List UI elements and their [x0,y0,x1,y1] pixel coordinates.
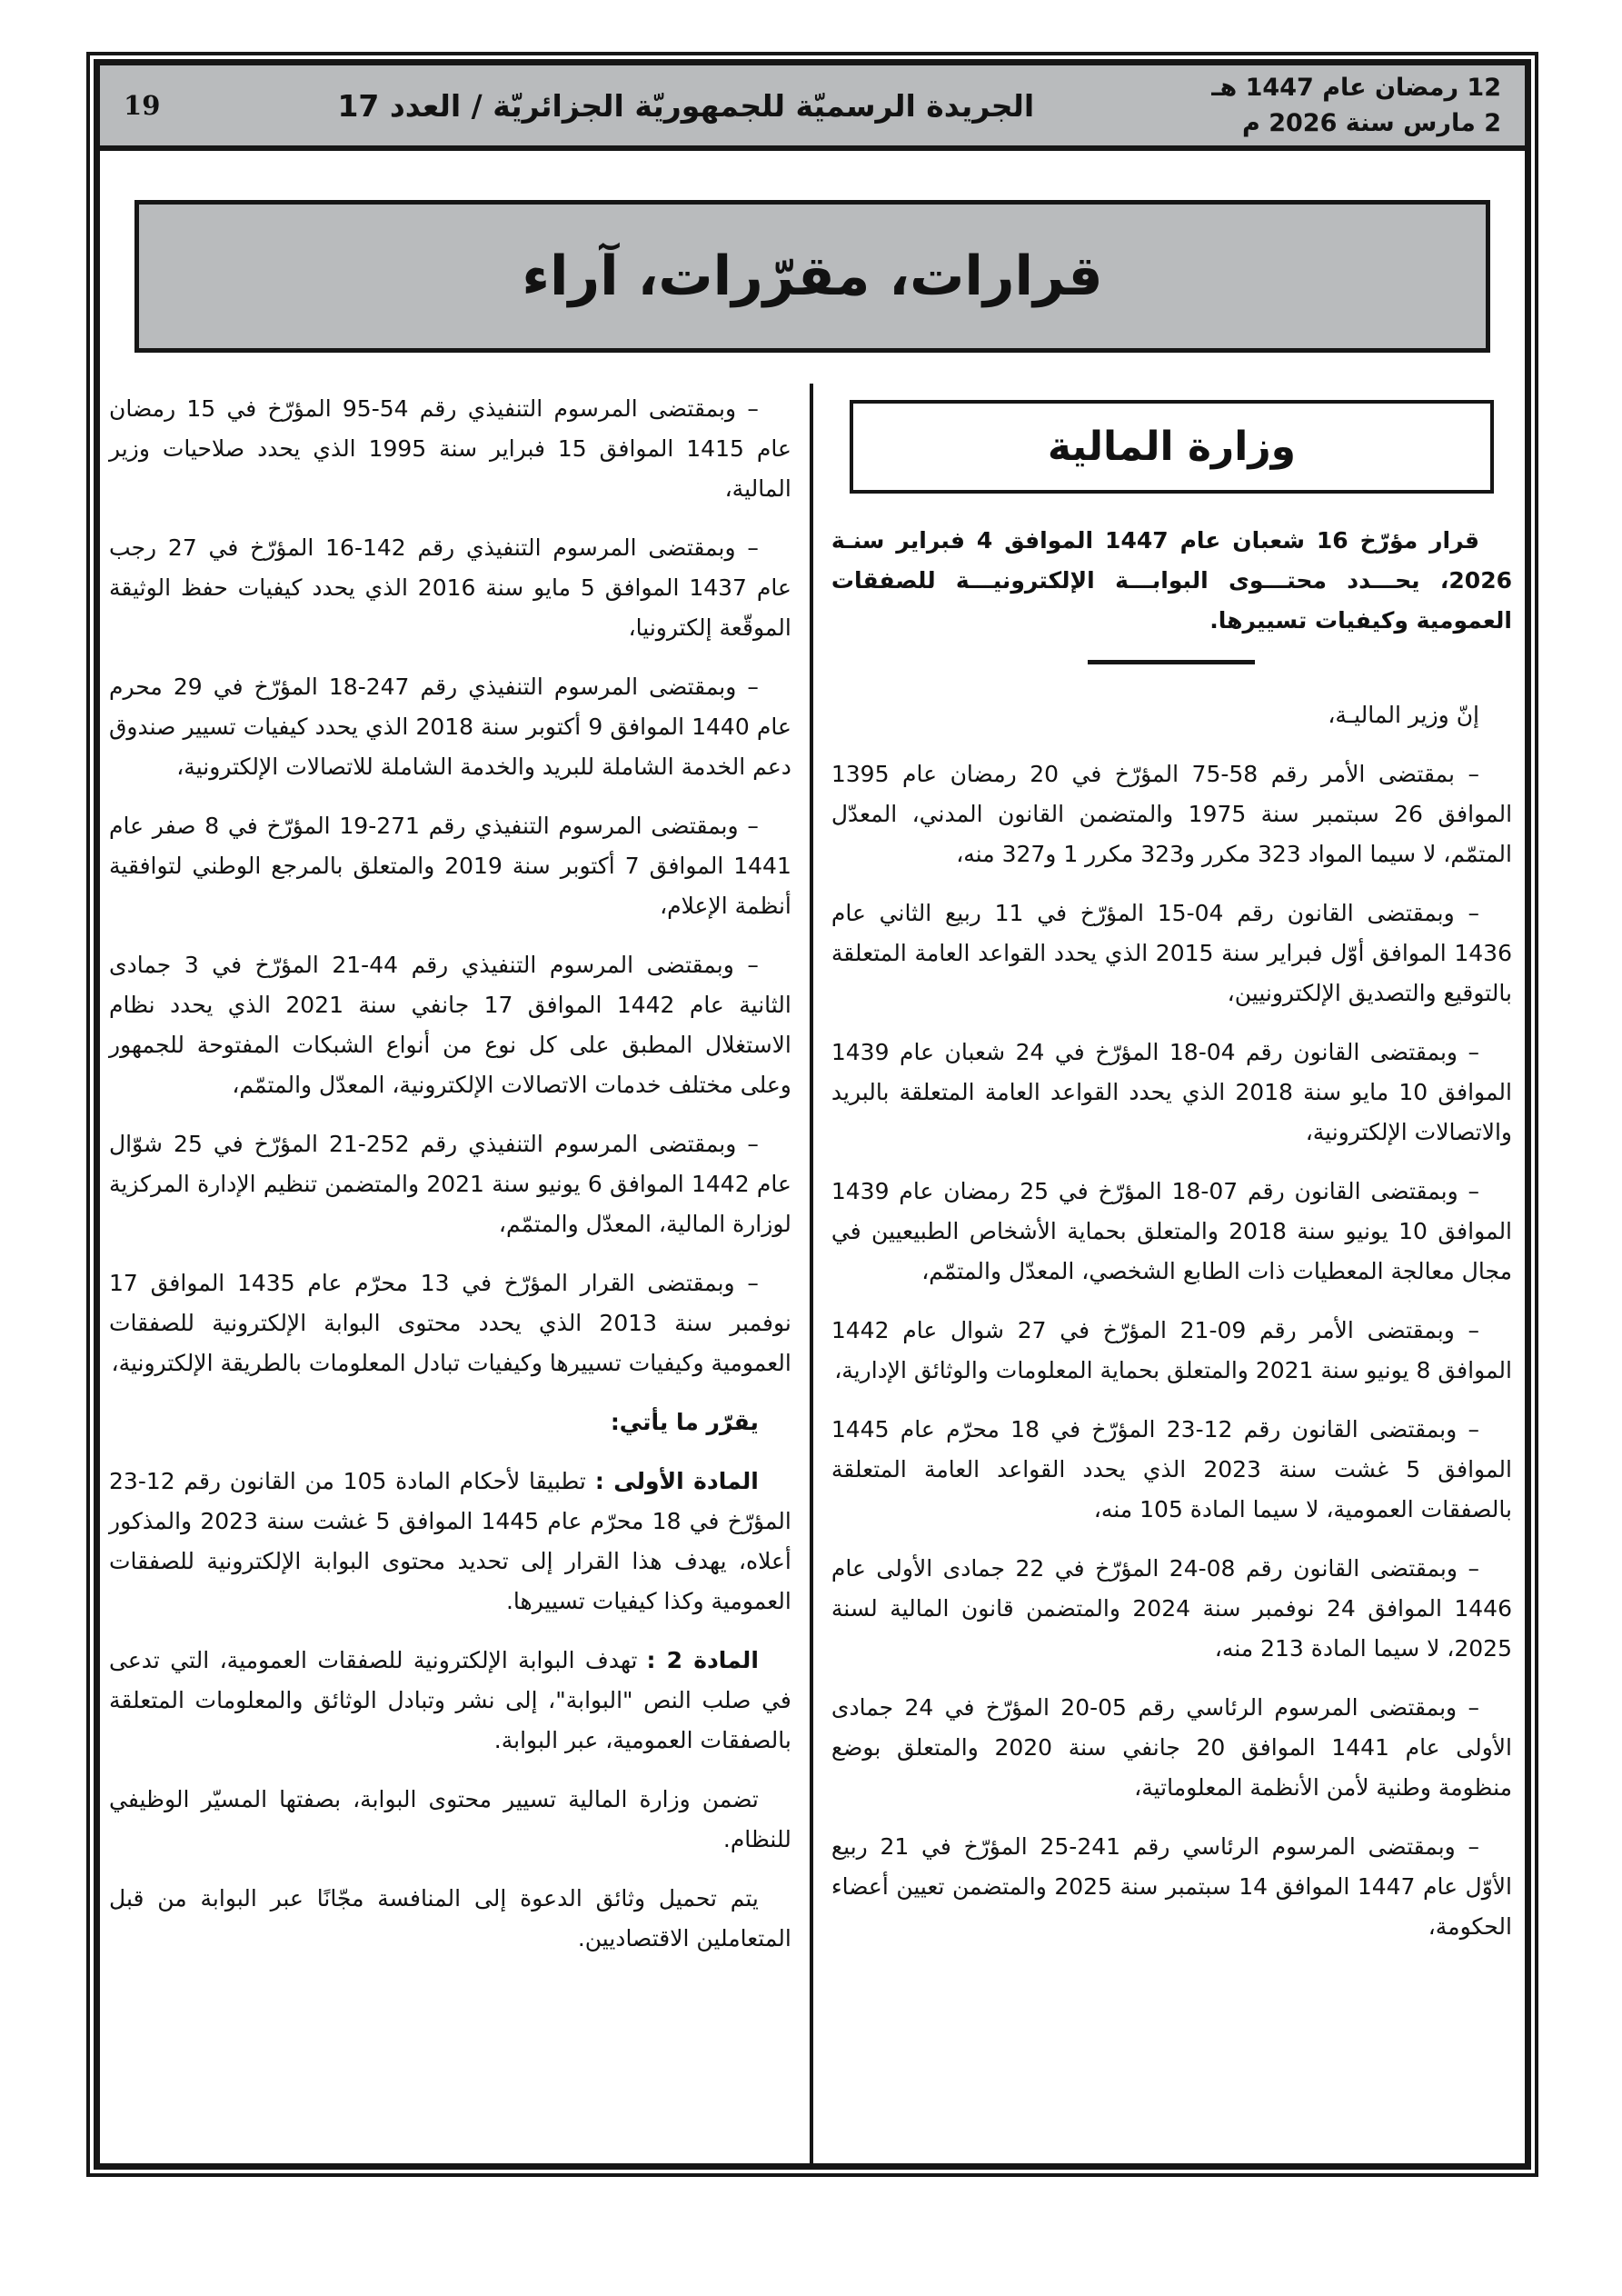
visa-paragraph: – وبمقتضى المرسوم التنفيذي رقم 252-21 المؤرّخ في 25 شوّال عام 1442 الموافق 6 يونيو سنة 2021 والمتضمن تنظيم الإدارة المركزية لوزارة المالية، المعدّل والمتمّم، [109,1131,791,1237]
visa-paragraph: – وبمقتضى القانون رقم 08-24 المؤرّخ في 22 جمادى الأولى عام 1446 الموافق 24 نوفمبر سنة 2024 والمتضمن قانون المالية لسنة 2025، لا سيما المادة 213 منه، [831,1555,1512,1662]
visa-paragraph: – وبمقتضى القانون رقم 07-18 المؤرّخ في 25 رمضان عام 1439 الموافق 10 يونيو سنة 2018 والمتعلق بحماية الأشخاص الطبيعيين في مجال معالجة المعطيات ذات الطابع الشخصي، المعدّل والمتمّم، [831,1178,1513,1284]
visa-paragraph: – وبمقتضى المرسوم الرئاسي رقم 241-25 المؤرّخ في 21 ربيع الأوّل عام 1447 الموافق 14 سبتمبر سنة 2025 والمتضمن تعيين أعضاء الحكومة، [831,1833,1512,1940]
page-header [100,65,1525,151]
section-banner [134,200,1490,353]
visa-paragraph: – وبمقتضى المرسوم التنفيذي رقم 54-95 المؤرّخ في 15 رمضان عام 1415 الموافق 15 فبراير سنة 1995 الذي يحدد صلاحيات وزير المالية، [109,395,791,502]
column-right [810,384,1525,2163]
decorative-rule [1088,660,1255,664]
visa-paragraph: – وبمقتضى المرسوم التنفيذي رقم 44-21 المؤرّخ في 3 جمادى الثانية عام 1442 الموافق 17 جانفي سنة 2021 الذي يحدد نظام الاستغلال المطبق على كل نوع من أنواع الشبكات المفتوحة للجمهور وعلى مختلف خدمات الاتصالات الإلكترونية، المعدّل والمتمّم، [109,952,791,1098]
article-label: المادة 2 : [646,1647,759,1673]
visa-paragraph: – وبمقتضى القانون رقم 12-23 المؤرّخ في 18 محرّم عام 1445 الموافق 5 غشت سنة 2023 الذي يحدد القواعد العامة المتعلقة بالصفقات العمومية، لا سيما المادة 105 منه، [831,1416,1512,1522]
article-paragraph [109,1641,791,1761]
visa-paragraph: – وبمقتضى القانون رقم 04-15 المؤرّخ في 11 ربيع الثاني عام 1436 الموافق أوّل فبراير سنة 2015 الذي يحدد القواعد العامة المتعلقة بالتوقيع والتصديق الإلكترونيين، [831,900,1512,1006]
visa-paragraph: – وبمقتضى المرسوم التنفيذي رقم 271-19 المؤرّخ في 8 صفر عام 1441 الموافق 7 أكتوبر سنة 2019 والمتعلق بالمرجع الوطني لتوافقية أنظمة الإعلام، [109,813,791,919]
article-text: تطبيقا لأحكام المادة 105 من القانون رقم 12-23 المؤرّخ في 18 محرّم عام 1445 الموافق 5 غشت سنة 2023 والمذكور أعلاه، يهدف هذا القرار إلى تحديد محتوى البوابة الإلكترونية للصفقات العمومية وكذا كيفيات تسييرها. [109,1468,791,1614]
section-banner-title: قرارات، مقرّرات، آراء [522,245,1103,308]
article-label: المادة الأولى : [594,1468,759,1494]
decision-heading: يقرّر ما يأتي: [610,1409,759,1435]
decree-title: قرار مؤرّخ 16 شعبان عام 1447 الموافق 4 فبراير سنـة 2026، يحـــدد محتـــوى البوابـــة الإلكترونيـــة للصفقات العمومية وكيفيات تسييرها. [831,527,1512,634]
body-paragraph: تضمن وزارة المالية تسيير محتوى البوابة، بصفتها المسيّر الوظيفي للنظام. [109,1786,791,1852]
visa-paragraph: – وبمقتضى الأمر رقم 09-21 المؤرّخ في 27 شوال عام 1442 الموافق 8 يونيو سنة 2021 والمتعلق بحماية المعلومات والوثائق الإدارية، [831,1317,1512,1383]
issue-date [1211,70,1501,141]
article-paragraph [109,1462,791,1622]
visa-paragraph: – بمقتضى الأمر رقم 58-75 المؤرّخ في 20 رمضان عام 1395 الموافق 26 سبتمبر سنة 1975 والمتضمن القانون المدني، المعدّل المتمّم، لا سيما المواد 323 مكرر و323 مكرر 1 و327 منه، [831,761,1513,867]
intro-paragraph: إنّ وزير الماليـة، [1328,702,1479,728]
visa-paragraph: – وبمقتضى القرار المؤرّخ في 13 محرّم عام 1435 الموافق 17 نوفمبر سنة 2013 الذي يحدد محتوى البوابة الإلكترونية للصفقات العمومية وكيفيات تسييرها وكيفيات تبادل المعلومات بالطريقة الإلكترونية، [109,1270,791,1376]
page-number: 19 [124,90,161,121]
page-frame-inner [94,59,1531,2170]
column-left [100,384,810,2163]
issue-date-gregorian: 2 مارس سنة 2026 م [1242,109,1501,137]
visa-paragraph: – وبمقتضى المرسوم التنفيذي رقم 247-18 المؤرّخ في 29 محرم عام 1440 الموافق 9 أكتوبر سنة 2018 الذي يحدد كيفيات تسيير صندوق دعم الخدمة الشاملة للبريد والخدمة الشاملة للاتصالات الإلكترونية، [109,674,791,780]
issue-date-hijri: 12 رمضان عام 1447 هـ [1211,73,1501,102]
visa-paragraph: – وبمقتضى المرسوم الرئاسي رقم 05-20 المؤرّخ في 24 جمادى الأولى عام 1441 الموافق 20 جانفي سنة 2020 والمتعلق بوضع منظومة وطنية لأمن الأنظمة المعلوماتية، [831,1694,1512,1801]
ministry-title: وزارة المالية [1047,424,1297,470]
article-text: تهدف البوابة الإلكترونية للصفقات العمومية، التي تدعى في صلب النص "البوابة"، إلى نشر وتبادل الوثائق والمعلومات المتعلقة بالصفقات العمومية، عبر البوابة. [109,1647,791,1753]
body-paragraph: يتم تحميل وثائق الدعوة إلى المنافسة مجّانًا عبر البوابة من قبل المتعاملين الاقتصاديين. [109,1885,791,1952]
two-column-body [100,384,1525,2163]
journal-title: الجريدة الرسميّة للجمهوريّة الجزائريّة / العدد 17 [337,87,1035,124]
page-frame [86,52,1538,2177]
visa-paragraph: – وبمقتضى القانون رقم 04-18 المؤرّخ في 24 شعبان عام 1439 الموافق 10 مايو سنة 2018 الذي يحدد القواعد العامة المتعلقة بالبريد والاتصالات الإلكترونية، [831,1039,1512,1145]
visa-paragraph: – وبمقتضى المرسوم التنفيذي رقم 142-16 المؤرّخ في 27 رجب عام 1437 الموافق 5 مايو سنة 2016 الذي يحدد كيفيات حفظ الوثيقة الموقّعة إلكترونيا، [109,534,791,641]
ministry-box [850,400,1494,494]
